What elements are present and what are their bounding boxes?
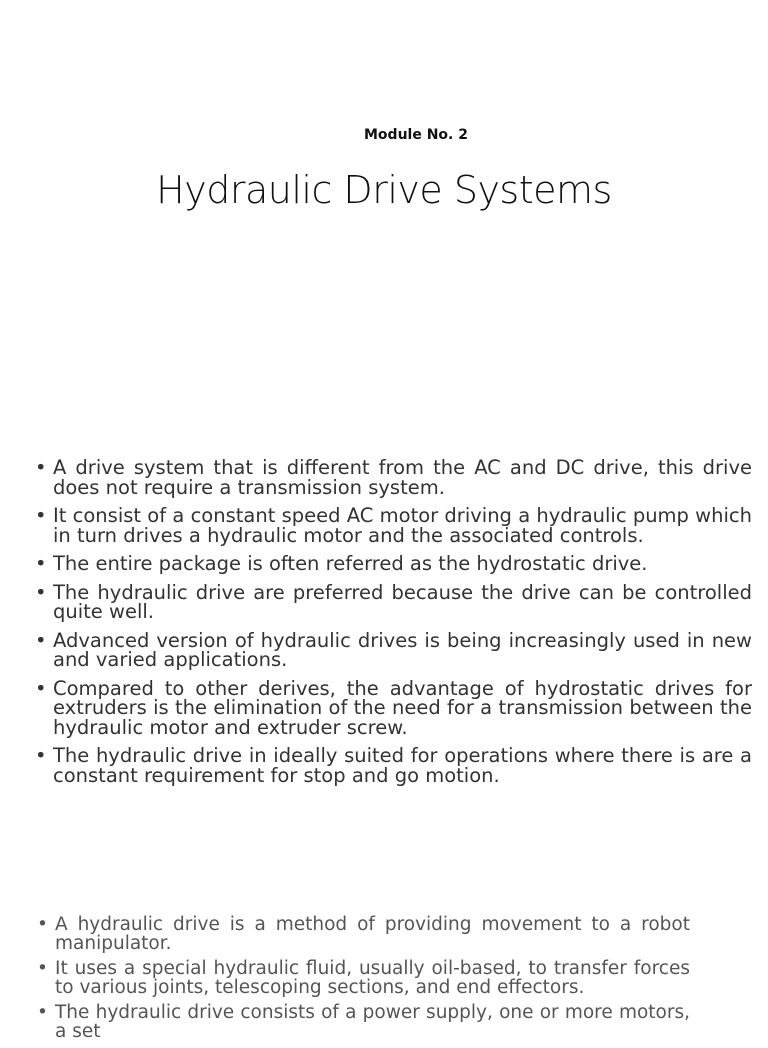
bullet-icon: • xyxy=(35,744,47,767)
list-item xyxy=(35,504,752,547)
bullet-text: The hydraulic drive consists of a power supply, one or more motors, a set xyxy=(55,1002,690,1042)
content-slide xyxy=(0,420,768,850)
module-label: Module No. 2 xyxy=(364,127,468,143)
content-bullet-list xyxy=(35,456,752,794)
bullet-icon: • xyxy=(35,456,47,479)
bullet-icon: • xyxy=(35,628,47,652)
bullet-text: A drive system that is different from the AC and DC drive, this drive does not require a transmission system. xyxy=(53,456,752,499)
bullet-text: It consist of a constant speed AC motor driving a hydraulic pump which in turn drives a hydraulic motor and the associated controls. xyxy=(53,504,752,547)
next-bullet-list xyxy=(37,914,690,1048)
list-item xyxy=(35,552,752,575)
bullet-icon: • xyxy=(37,958,48,979)
list-item xyxy=(35,628,752,671)
bullet-text: Compared to other derives, the advantage of hydrostatic drives for extruders is the elimination of the need for a transmission between the hydraulic motor and extruder screw. xyxy=(53,676,752,739)
bullet-icon: • xyxy=(35,552,47,575)
next-slide xyxy=(0,850,768,1042)
bullet-icon: • xyxy=(37,914,48,935)
bullet-text: A hydraulic drive is a method of providing movement to a robot manipulator. xyxy=(55,914,690,954)
list-item xyxy=(35,676,752,739)
bullet-icon: • xyxy=(35,676,47,700)
bullet-icon: • xyxy=(35,504,47,527)
list-item xyxy=(37,914,690,954)
bullet-text: The hydraulic drive are preferred because the drive can be controlled quite well. xyxy=(53,580,752,623)
bullet-icon: • xyxy=(35,580,47,604)
list-item xyxy=(37,958,690,998)
page-title: Hydraulic Drive Systems xyxy=(156,168,612,212)
list-item xyxy=(35,744,752,787)
bullet-text: The entire package is often referred as the hydrostatic drive. xyxy=(53,552,648,575)
title-slide xyxy=(0,0,768,420)
list-item xyxy=(35,456,752,499)
bullet-text: Advanced version of hydraulic drives is being increasingly used in new and varied applications. xyxy=(53,628,752,671)
list-item xyxy=(37,1002,690,1042)
list-item xyxy=(35,580,752,623)
bullet-text: It uses a special hydraulic fluid, usually oil-based, to transfer forces to various joints, telescoping sections, and end effectors. xyxy=(55,958,690,998)
bullet-text: The hydraulic drive in ideally suited for operations where there is are a constant requirement for stop and go motion. xyxy=(53,744,752,787)
bullet-icon: • xyxy=(37,1002,48,1023)
